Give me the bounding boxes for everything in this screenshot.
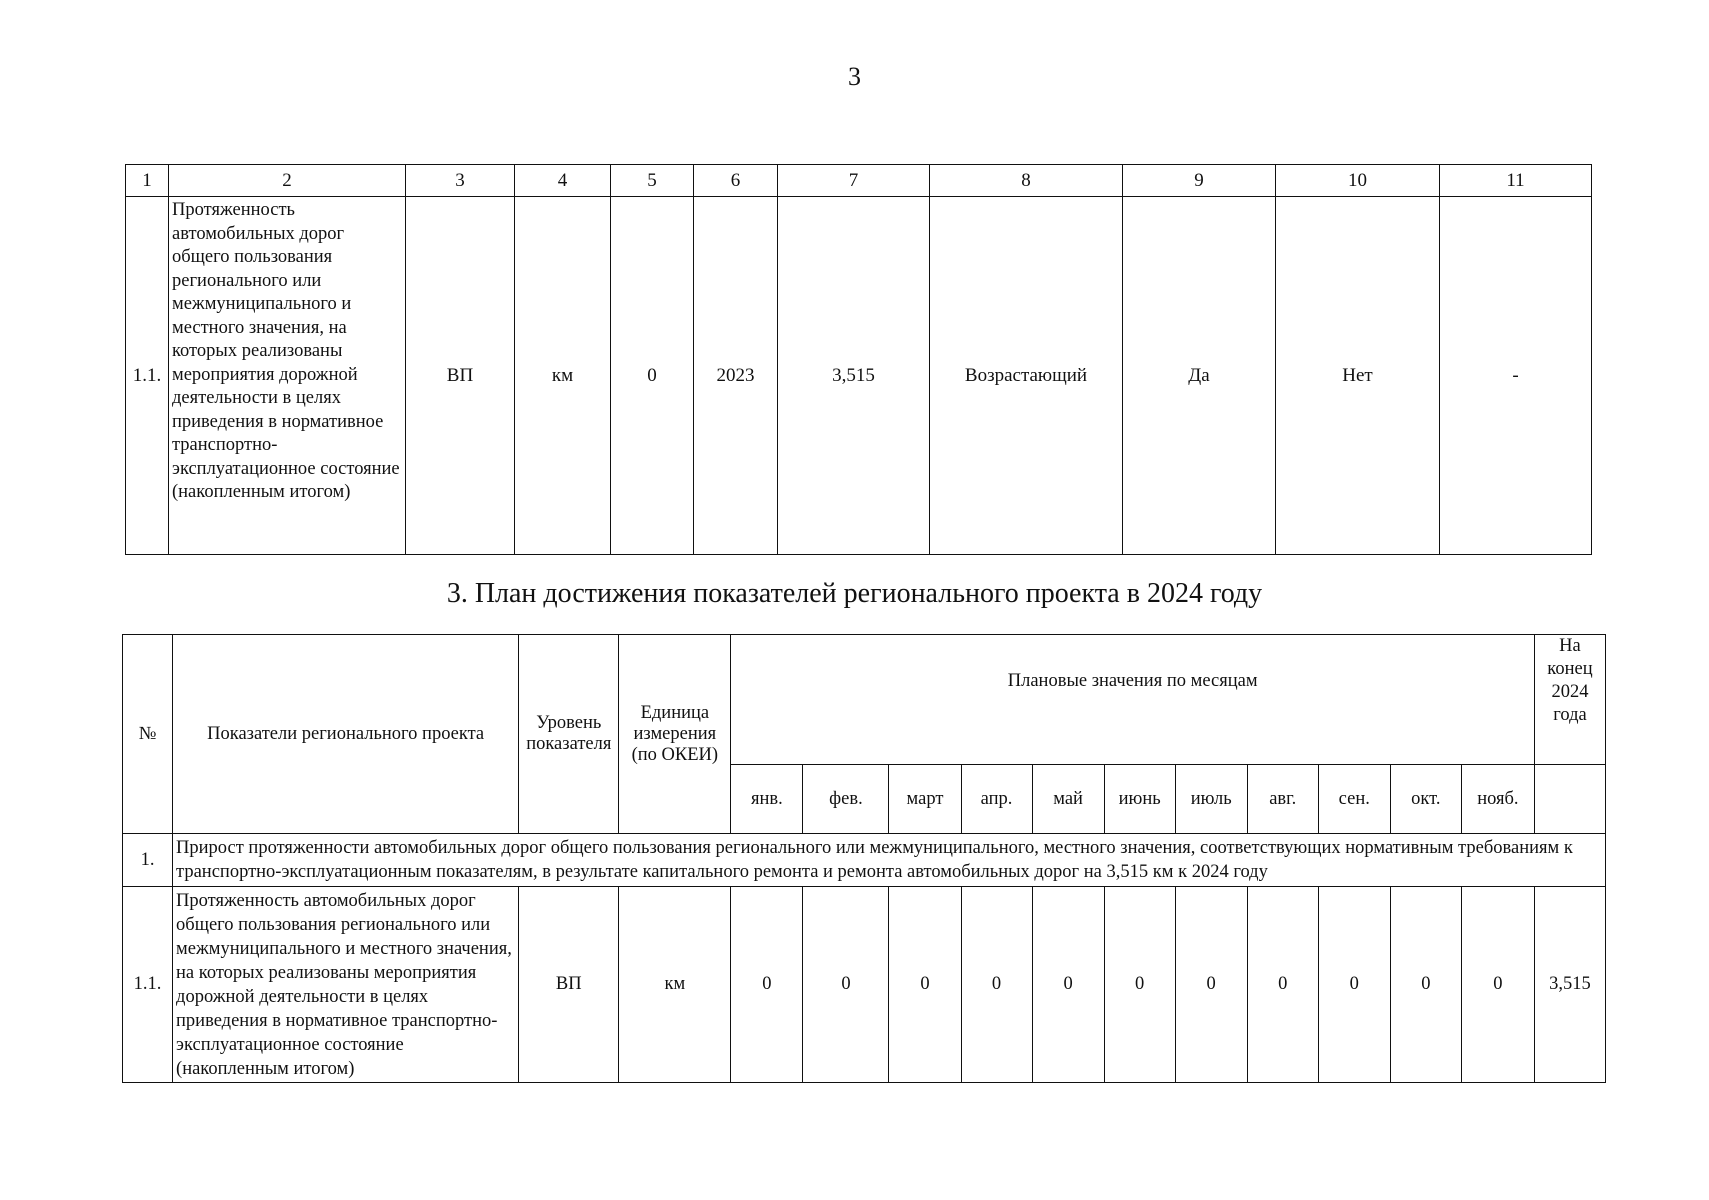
- month-value: 0: [731, 887, 803, 1083]
- table-row: [126, 197, 1592, 555]
- month-header: сен.: [1318, 765, 1390, 834]
- month-header: авг.: [1247, 765, 1318, 834]
- end-of-year-value: 3,515: [1534, 887, 1605, 1083]
- col-header-10: 10: [1276, 165, 1440, 197]
- base-value: 0: [611, 197, 694, 555]
- col-header-11: 11: [1440, 165, 1592, 197]
- table-row: [123, 887, 1606, 1083]
- month-header: янв.: [731, 765, 803, 834]
- header-unit: Единица измерения (по ОКЕИ): [619, 635, 731, 834]
- header-planned: Плановые значения по месяцам: [731, 635, 1535, 765]
- indicator-trend: Возрастающий: [930, 197, 1123, 555]
- month-value: 0: [1318, 887, 1390, 1083]
- indicator-level: ВП: [406, 197, 515, 555]
- header-num: №: [123, 635, 173, 834]
- section-text: Прирост протяженности автомобильных дорог общего пользования регионального или межмуниципального, местного значения, соответствующих нормативным требованиям к транспортно-эксплуатационным показателям, в результате капитального ремонта и ремонта автомобильных дорог на 3,515 км к 2024 году: [173, 834, 1606, 887]
- indicator-unit: км: [619, 887, 731, 1083]
- month-value: 0: [1247, 887, 1318, 1083]
- col-header-8: 8: [930, 165, 1123, 197]
- month-header: апр.: [961, 765, 1032, 834]
- month-value: 0: [1390, 887, 1461, 1083]
- row-number: 1.1.: [126, 197, 169, 555]
- month-header: май: [1032, 765, 1104, 834]
- col-header-2: 2: [169, 165, 406, 197]
- col-header-1: 1: [126, 165, 169, 197]
- col-header-9: 9: [1123, 165, 1276, 197]
- month-header: март: [889, 765, 961, 834]
- col-header-5: 5: [611, 165, 694, 197]
- indicator-name: Протяженность автомобильных дорог общего пользования регионального или межмуниципального и местного значения, на которых реализованы мероприятия дорожной деятельности в целях приведения в нормативное транспортно-эксплуатационное состояние (накопленным итогом): [169, 197, 406, 555]
- month-header: нояб.: [1461, 765, 1534, 834]
- indicator-unit: км: [515, 197, 611, 555]
- section-num: 1.: [123, 834, 173, 887]
- month-header: июль: [1175, 765, 1247, 834]
- plan-table: [122, 634, 1606, 1083]
- month-value: 0: [1104, 887, 1175, 1083]
- indicator-value: 3,515: [778, 197, 930, 555]
- month-value: 0: [1461, 887, 1534, 1083]
- col11-value: -: [1440, 197, 1592, 555]
- col9-value: Да: [1123, 197, 1276, 555]
- header-indicators: Показатели регионального проекта: [173, 635, 519, 834]
- month-value: 0: [1175, 887, 1247, 1083]
- base-year: 2023: [694, 197, 778, 555]
- month-header: июнь: [1104, 765, 1175, 834]
- section-row: [123, 834, 1606, 887]
- indicator-table: [125, 164, 1592, 555]
- col10-value: Нет: [1276, 197, 1440, 555]
- page-number: 3: [848, 62, 861, 91]
- plan-header-row: [123, 635, 1606, 765]
- col-header-4: 4: [515, 165, 611, 197]
- month-value: 0: [803, 887, 889, 1083]
- month-value: 0: [889, 887, 961, 1083]
- indicator-name: Протяженность автомобильных дорог общего пользования регионального или межмуниципального и местного значения, на которых реализованы мероприятия дорожной деятельности в целях приведения в нормативное транспортно-эксплуатационное состояние (накопленным итогом): [173, 887, 519, 1083]
- col-header-7: 7: [778, 165, 930, 197]
- indicator-level: ВП: [519, 887, 619, 1083]
- col-header-3: 3: [406, 165, 515, 197]
- header-end-of-year: На конец 2024 года: [1534, 635, 1605, 765]
- month-header: окт.: [1390, 765, 1461, 834]
- month-value: 0: [961, 887, 1032, 1083]
- column-number-row: [126, 165, 1592, 197]
- row-number: 1.1.: [123, 887, 173, 1083]
- month-header: фев.: [803, 765, 889, 834]
- end-of-year-empty: [1534, 765, 1605, 834]
- month-value: 0: [1032, 887, 1104, 1083]
- col-header-6: 6: [694, 165, 778, 197]
- header-level: Уровень показателя: [519, 635, 619, 834]
- section-title: 3. План достижения показателей регионального проекта в 2024 году: [446, 578, 1263, 609]
